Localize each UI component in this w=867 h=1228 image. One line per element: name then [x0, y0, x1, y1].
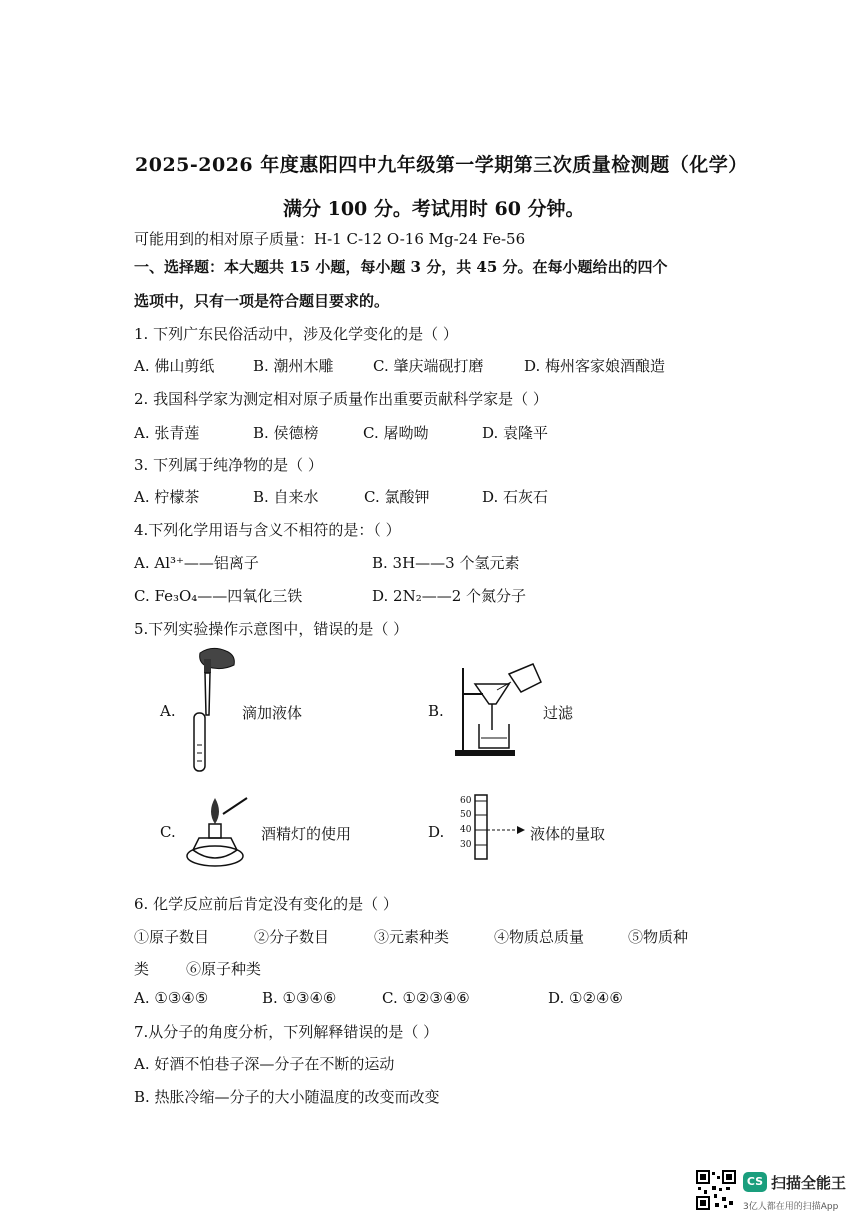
cylinder-tick-40: 40 [460, 825, 472, 835]
q6-option-d: D. ①②④⑥ [548, 989, 623, 1007]
q1-option-c: C. 肇庆端砚打磨 [373, 357, 484, 375]
q6-item-2: ②分子数目 [254, 928, 330, 946]
q7-option-a: A. 好酒不怕巷子深—分子在不断的运动 [134, 1055, 395, 1073]
qr-code-icon [696, 1170, 736, 1210]
scanner-app-tagline: 3亿人都在用的扫描App [743, 1202, 839, 1212]
q2-option-b: B. 侯德榜 [253, 424, 319, 442]
q4-stem: 4.下列化学用语与含义不相符的是：（ ） [134, 521, 401, 539]
q5-option-d-letter: D. [428, 823, 445, 841]
q6-option-c: C. ①②③④⑥ [382, 989, 470, 1007]
q5-option-a-letter: A. [160, 702, 176, 720]
q6-stem: 6. 化学反应前后肯定没有变化的是（ ） [134, 895, 398, 913]
q2-option-d: D. 袁隆平 [482, 424, 549, 442]
q3-option-c: C. 氯酸钾 [364, 488, 430, 506]
q5-stem: 5.下列实验操作示意图中，错误的是（ ） [134, 620, 409, 638]
q7-stem: 7.从分子的角度分析，下列解释错误的是（ ） [134, 1023, 439, 1041]
q1-option-a: A. 佛山剪纸 [134, 357, 215, 375]
section1-heading-line2: 选项中，只有一项是符合题目要求的。 [134, 292, 390, 310]
q6-option-a: A. ①③④⑤ [134, 989, 209, 1007]
q6-item-4: ④物质总质量 [494, 928, 585, 946]
q3-option-a: A. 柠檬茶 [134, 488, 200, 506]
q6-item-1: ①原子数目 [134, 928, 210, 946]
q1-option-d: D. 梅州客家娘酒酿造 [524, 357, 666, 375]
scanner-app-name: 扫描全能王 [771, 1174, 847, 1192]
q4-option-c: C. Fe₃O₄——四氧化三铁 [134, 587, 303, 605]
filtration-diagram [453, 660, 548, 760]
q3-stem: 3. 下列属于纯净物的是（ ） [134, 456, 323, 474]
atomic-masses: 可能用到的相对原子质量：H-1 C-12 O-16 Mg-24 Fe-56 [134, 230, 526, 248]
section1-heading-line1: 一、选择题：本大题共 15 小题，每小题 3 分，共 45 分。在每小题给出的四个 [134, 258, 668, 276]
q5-option-c-letter: C. [160, 823, 176, 841]
scanner-logo-icon [743, 1172, 767, 1192]
q2-option-a: A. 张青莲 [134, 424, 200, 442]
q4-option-b: B. 3H——3 个氢元素 [372, 554, 520, 572]
cylinder-tick-50: 50 [460, 810, 472, 820]
q5-option-a-label: 滴加液体 [242, 704, 303, 722]
q3-option-d: D. 石灰石 [482, 488, 549, 506]
alcohol-lamp-diagram [185, 790, 255, 880]
q1-option-b: B. 潮州木雕 [253, 357, 334, 375]
q6-item-6: ⑥原子种类 [186, 960, 262, 978]
q2-stem: 2. 我国科学家为测定相对原子质量作出重要贡献科学家是（ ） [134, 390, 548, 408]
exam-title: 2025-2026 年度惠阳四中九年级第一学期第三次质量检测题（化学） [135, 154, 748, 176]
q3-option-b: B. 自来水 [253, 488, 319, 506]
cylinder-tick-30: 30 [460, 840, 472, 850]
q6-item-5-cont: 类 [134, 960, 150, 978]
q2-option-c: C. 屠呦呦 [363, 424, 429, 442]
scanner-logo-text: CS [746, 1175, 764, 1188]
q1-stem: 1. 下列广东民俗活动中，涉及化学变化的是（ ） [134, 325, 458, 343]
dropper-diagram [178, 645, 248, 775]
q6-item-5: ⑤物质种 [628, 928, 689, 946]
q7-option-b: B. 热胀冷缩—分子的大小随温度的改变而改变 [134, 1088, 440, 1106]
q5-option-b-letter: B. [428, 702, 444, 720]
q5-option-b-label: 过滤 [543, 704, 574, 722]
q5-option-c-label: 酒精灯的使用 [261, 825, 352, 843]
q4-option-d: D. 2N₂——2 个氮分子 [372, 587, 527, 605]
q6-item-3: ③元素种类 [374, 928, 450, 946]
q4-option-a: A. Al³⁺——铝离子 [134, 554, 259, 572]
exam-subtitle: 满分 100 分。考试用时 60 分钟。 [283, 198, 585, 220]
q5-option-d-label: 液体的量取 [530, 825, 606, 843]
q6-option-b: B. ①③④⑥ [262, 989, 337, 1007]
cylinder-tick-60: 60 [460, 796, 472, 806]
